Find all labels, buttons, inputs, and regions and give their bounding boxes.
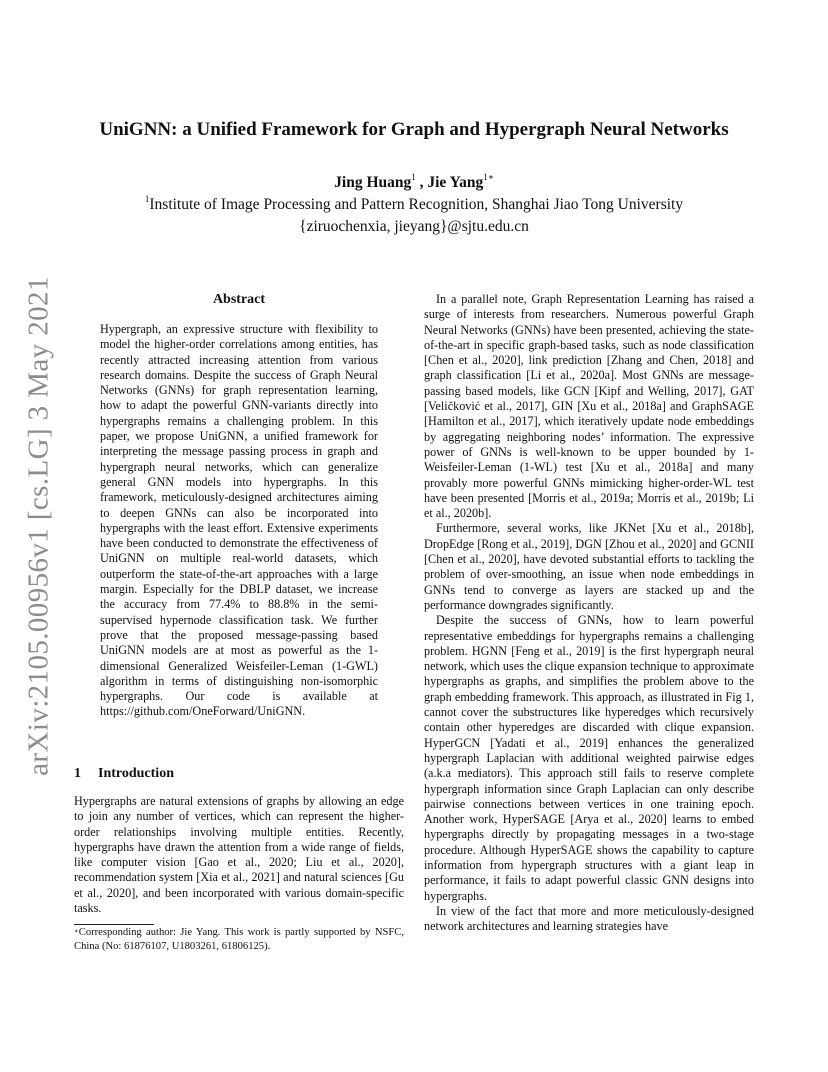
footnote-rule: [74, 924, 154, 925]
section-number: 1: [74, 766, 81, 781]
affiliation: [0, 196, 828, 214]
paper-title: UniGNN: a Unified Framework for Graph and Hypergraph Neural Networks: [99, 119, 729, 140]
body-paragraph: Despite the success of GNNs, how to learn powerful representative embeddings for hypergraphs remains a challenging problem. HGNN [Feng et al., 2019] is the first hypergraph neural network, which uses the clique expansion technique to approximate hypergraphs as graphs, and simplifies the problem above to the graph embedding framework. This approach, as illustrated in Fig 1, cannot cover the substructures like hyperedges which recursively contain other hyperedges are discarded with clique expansion. HyperGCN [Yadati et al., 2019] enhances the generalized hypergraph Laplacian with additional weighted pairwise edges (a.k.a mediators). This approach still fails to reserve complete hypergraph information since Graph Laplacian can only describe pairwise connections between vertices in one training epoch. Another work, HyperSAGE [Arya et al., 2020] learns to embed hypergraphs directly by propagating messages in a two-stage procedure. Although HyperSAGE shows the capability to capture information from hypergraph structures with a giant leap in performance, it fails to adapt powerful classic GNN designs into hypergraphs.: [424, 613, 754, 903]
body-paragraph: In view of the fact that more and more meticulously-designed network architectures and learning strategies have: [424, 903, 754, 934]
section-heading: [74, 766, 174, 782]
arxiv-watermark: [18, 275, 60, 776]
arxiv-id: arXiv:2105.00956v1 [cs.LG] 3 May 2021: [22, 275, 55, 776]
author-email: {ziruochenxia, jieyang}@sjtu.edu.cn: [299, 218, 529, 235]
affiliation-mark: 1: [411, 172, 416, 182]
body-paragraph: In a parallel note, Graph Representation Learning has raised a surge of interests from researchers. Numerous powerful Graph Neural Networks (GNNs) have been presented, achieving the state-of-the-art in specific graph-based tasks, such as node classification [Chen et al., 2020], link prediction [Zhang and Chen, 2018] and graph classification [Li et al., 2020a]. Most GNNs are message-passing based models, like GCN [Kipf and Welling, 2017], GAT [Veličković et al., 2017], GIN [Xu et al., 2018a] and GraphSAGE [Hamilton et al., 2017], which iteratively update node embeddings by aggregating neighboring nodes’ information. The expressive power of GNNs is well-known to be upper bounded by 1-Weisfeiler-Leman (1-WL) test [Xu et al., 2018a] and many provably more powerful GNNs mimicking higher-order-WL test have been presented [Morris et al., 2019a; Morris et al., 2019b; Li et al., 2020b].: [424, 292, 754, 521]
author-separator: ,: [415, 174, 428, 191]
footnote-text: Corresponding author: Jie Yang. This work is partly supported by NSFC, China (No: 61876107, U1803261, 61806125).: [74, 927, 404, 952]
author-name: Jing Huang: [334, 174, 412, 191]
abstract-body: Hypergraph, an expressive structure with flexibility to model the higher-order correlations among entities, has recently attracted increasing attention from various research domains. Despite the success of Graph Neural Networks (GNNs) for graph representation learning, how to adapt the powerful GNN-variants directly into hypergraphs remains a challenging problem. In this paper, we propose UniGNN, a unified framework for interpreting the message passing process in graph and hypergraph neural networks, which can generalize general GNN models into hypergraphs. In this framework, meticulously-designed architectures aiming to deepen GNNs can also be incorporated into hypergraphs with the least effort. Extensive experiments have been conducted to demonstrate the effectiveness of UniGNN on multiple real-world datasets, which outperform the state-of-the-art approaches with a large margin. Especially for the DBLP dataset, we increase the accuracy from 77.4% to 88.8% in the semi-supervised hypernode classification task. We further prove that the proposed message-passing based UniGNN models are at most as powerful as the 1-dimensional Generalized Weisfeiler-Leman (1-GWL) algorithm in terms of distinguishing non-isomorphic hypergraphs. Our code is available at https://github.com/OneForward/UniGNN.: [100, 322, 378, 719]
body-paragraph: Furthermore, several works, like JKNet [Xu et al., 2018b], DropEdge [Rong et al., 2019], DGN [Zhou et al., 2020] and GCNII [Chen et al., 2020], have devoted substantial efforts to tackling the problem of over-smoothing, an issue when node embeddings in GNNs tend to converge as layers are stacked up and the performance downgrades significantly.: [424, 521, 754, 612]
affiliation-mark: 1∗: [483, 172, 494, 182]
footnote-mark: ∗: [74, 927, 79, 935]
author-list: [0, 174, 828, 192]
abstract-heading: Abstract: [212, 292, 266, 307]
footnote: [74, 926, 404, 953]
affiliation-text: Institute of Image Processing and Pattern Recognition, Shanghai Jiao Tong University: [149, 196, 684, 213]
intro-paragraph: Hypergraphs are natural extensions of graphs by allowing an edge to join any number of vertices, which can represent the higher-order relationships involving multiple entities. Recently, hypergraphs have drawn the attention from a wide range of fields, like computer vision [Gao et al., 2020; Liu et al., 2020], recommendation system [Xia et al., 2021] and natural sciences [Gu et al., 2020], and been incorporated with various domain-specific tasks.: [74, 794, 404, 916]
right-column: [424, 292, 754, 934]
affiliation-mark: 1: [144, 194, 150, 204]
author-name: Jie Yang: [427, 174, 484, 191]
section-title: Introduction: [98, 766, 174, 781]
